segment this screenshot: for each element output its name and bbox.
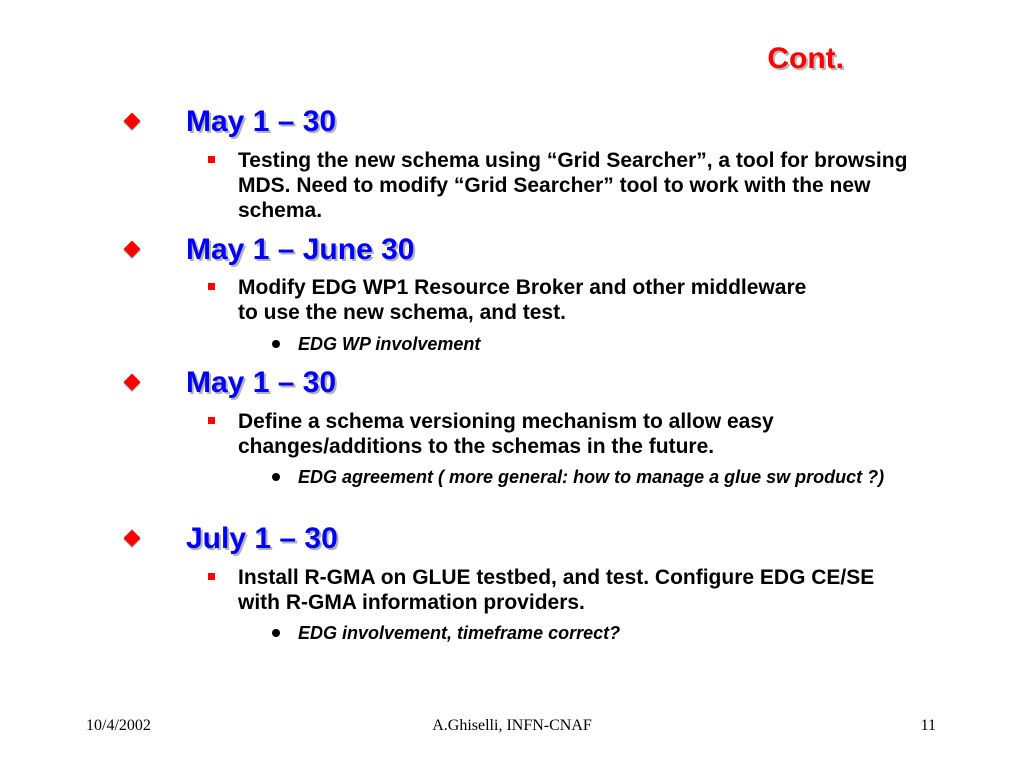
section-heading [186, 366, 336, 400]
section-heading [186, 233, 414, 267]
diamond-bullet-icon [124, 530, 141, 547]
square-bullet-icon [208, 573, 215, 580]
sub-bullet-text: Testing the new schema using “Grid Searcher”, a tool for browsing MDS. Need to modify “Grid Searcher” tool to work with the new schema. [238, 149, 908, 222]
sub-bullet [238, 148, 908, 223]
note-bullet [298, 466, 903, 488]
footer-date: 10/4/2002 [86, 717, 151, 734]
note-bullet [298, 333, 898, 355]
section-heading [186, 105, 336, 139]
slide-title: Cont. [767, 42, 844, 75]
note-bullet-text: EDG involvement, timeframe correct? [298, 623, 621, 643]
note-bullet [298, 622, 898, 644]
sub-bullet-text: Install R-GMA on GLUE testbed, and test. Configure EDG CE/SE with R-GMA information providers. [238, 566, 875, 614]
footer-page-number: 11 [920, 717, 936, 734]
sub-bullet [238, 409, 908, 459]
square-bullet-icon [208, 283, 215, 290]
dot-bullet-icon [272, 473, 280, 481]
note-bullet-text: EDG WP involvement [298, 334, 481, 354]
dot-bullet-icon [272, 340, 280, 348]
square-bullet-icon [208, 417, 215, 424]
section-heading [186, 522, 338, 556]
sub-bullet-text: Define a schema versioning mechanism to allow easy changes/additions to the schemas in the future. [238, 410, 774, 458]
sub-bullet [238, 565, 888, 615]
sub-bullet-text: Modify EDG WP1 Resource Broker and other middleware to use the new schema, and test. [238, 276, 807, 324]
note-bullet-text: EDG agreement ( more general: how to manage a glue sw product ?) [298, 467, 885, 487]
section-heading-text: May 1 – 30 [186, 105, 337, 138]
section-heading-text: May 1 – 30 [186, 366, 337, 399]
section-heading-text: July 1 – 30 [186, 522, 338, 555]
diamond-bullet-icon [124, 113, 141, 130]
sub-bullet [238, 275, 828, 325]
diamond-bullet-icon [124, 241, 141, 258]
dot-bullet-icon [272, 629, 280, 637]
square-bullet-icon [208, 156, 215, 163]
diamond-bullet-icon [124, 374, 141, 391]
footer-author: A.Ghiselli, INFN-CNAF [432, 717, 592, 734]
section-heading-text: May 1 – June 30 [186, 233, 415, 266]
